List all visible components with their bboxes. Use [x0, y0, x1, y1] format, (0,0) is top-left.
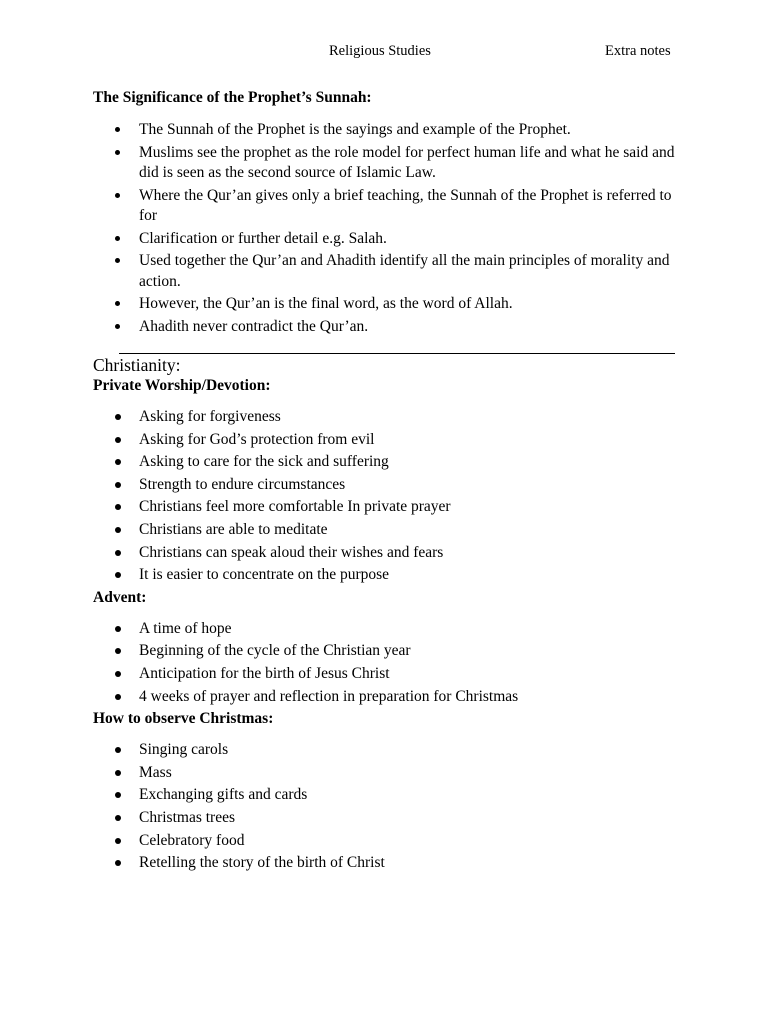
- list-item: The Sunnah of the Prophet is the sayings and example of the Prophet.: [93, 120, 683, 141]
- list-item: Exchanging gifts and cards: [93, 785, 683, 806]
- list-item: Asking to care for the sick and suffering: [93, 452, 683, 473]
- list-item: Beginning of the cycle of the Christian year: [93, 641, 683, 662]
- christmas-heading: How to observe Christmas:: [93, 710, 274, 728]
- list-item: Retelling the story of the birth of Christ: [93, 853, 683, 874]
- list-item: Muslims see the prophet as the role model for perfect human life and what he said and did is seen as the second source of Islamic Law.: [93, 143, 683, 184]
- private-worship-heading: Private Worship/Devotion:: [93, 377, 271, 394]
- list-item: Christians can speak aloud their wishes and fears: [93, 543, 683, 564]
- christianity-heading: Christianity:: [93, 355, 181, 375]
- list-item: Celebratory food: [93, 831, 683, 852]
- list-item: Christians feel more comfortable In private prayer: [93, 497, 683, 518]
- advent-list: [93, 619, 683, 707]
- list-item: 4 weeks of prayer and reflection in preparation for Christmas: [93, 687, 683, 708]
- list-item: Christmas trees: [93, 808, 683, 829]
- list-item: Singing carols: [93, 740, 683, 761]
- page-header: [0, 43, 768, 63]
- list-item: Anticipation for the birth of Jesus Christ: [93, 664, 683, 685]
- private-worship-list: [93, 407, 683, 586]
- christmas-list: [93, 740, 683, 874]
- list-item: A time of hope: [93, 619, 683, 640]
- list-item: Where the Qur’an gives only a brief teaching, the Sunnah of the Prophet is referred to for: [93, 186, 683, 227]
- list-item: Ahadith never contradict the Qur’an.: [93, 317, 683, 338]
- list-item: Strength to endure circumstances: [93, 475, 683, 496]
- list-item: Mass: [93, 763, 683, 784]
- list-item: Christians are able to meditate: [93, 520, 683, 541]
- list-item: It is easier to concentrate on the purpose: [93, 565, 683, 586]
- list-item: Clarification or further detail e.g. Salah.: [93, 229, 683, 250]
- list-item: Used together the Qur’an and Ahadith identify all the main principles of morality and action.: [93, 251, 683, 292]
- header-extra-notes: Extra notes: [605, 43, 671, 59]
- header-subject: Religious Studies: [329, 43, 431, 59]
- sunnah-heading: The Significance of the Prophet’s Sunnah:: [93, 89, 372, 106]
- sunnah-list: [93, 120, 683, 337]
- document-body: [93, 88, 683, 876]
- list-item: However, the Qur’an is the final word, as the word of Allah.: [93, 294, 683, 315]
- list-item: Asking for God’s protection from evil: [93, 430, 683, 451]
- list-item: Asking for forgiveness: [93, 407, 683, 428]
- advent-heading: Advent:: [93, 588, 147, 606]
